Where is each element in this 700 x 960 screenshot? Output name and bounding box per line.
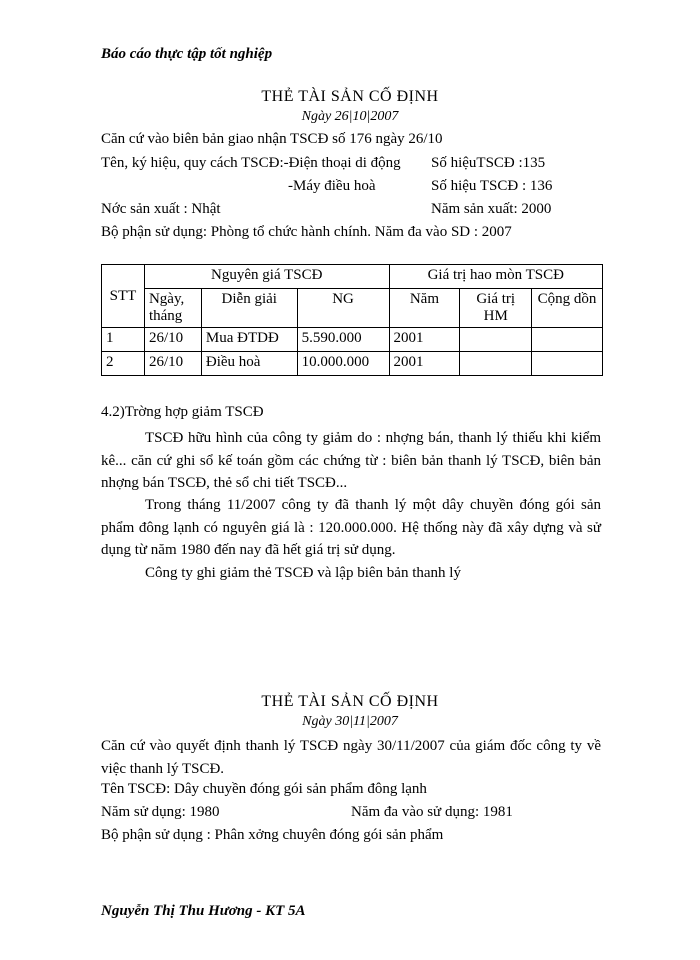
cell-date: 26/10 <box>144 352 201 376</box>
cell-stt: 2 <box>102 352 145 376</box>
cell-total <box>532 328 603 352</box>
header-hm: Giá trị HM <box>460 289 532 328</box>
card2-asset-name: Tên TSCĐ: Dây chuyền đóng gói sản phẩm đông lạnh <box>101 781 427 797</box>
card1-origin: Nớc sản xuất : Nhật <box>101 201 221 217</box>
card1-title: THẺ TÀI SẢN CỐ ĐỊNH <box>261 88 439 105</box>
section-paragraph-3: Công ty ghi giảm thẻ TSCĐ và lập biên bản thanh lý <box>145 565 461 581</box>
card2-title: THẺ TÀI SẢN CỐ ĐỊNH <box>261 693 439 710</box>
cell-desc: Điều hoà <box>201 352 297 376</box>
cell-hm <box>460 352 532 376</box>
header-date: Ngày, tháng <box>144 289 201 328</box>
card1-asset-code-2: Số hiệu TSCĐ : 136 <box>431 178 553 194</box>
header-ng: NG <box>297 289 389 328</box>
card1-department: Bộ phận sử dụng: Phòng tổ chức hành chính. Năm đa vào SD : 2007 <box>101 224 512 240</box>
cell-hm <box>460 328 532 352</box>
section-paragraph-2: Trong tháng 11/2007 công ty đã thanh lý một dây chuyền đóng gói sản phẩm đông lạnh có nguyên giá là : 120.000.000. Hệ thống này đã xây dựng và sử dụng từ năm 1980 đến nay đã hết giá trị sử dụng. <box>101 497 601 558</box>
cell-year: 2001 <box>389 352 460 376</box>
card2-date: Ngày 30|11|2007 <box>302 714 398 729</box>
header-original-cost: Nguyên giá TSCĐ <box>144 265 389 289</box>
header-stt: STT <box>102 265 145 328</box>
card1-year-made: Năm sản xuất: 2000 <box>431 201 552 217</box>
asset-table <box>101 264 603 376</box>
card2-year-start: Năm đa vào sử dụng: 1981 <box>351 804 513 820</box>
cell-stt: 1 <box>102 328 145 352</box>
section-heading: 4.2)Trờng hợp giảm TSCĐ <box>101 404 264 420</box>
page-header: Báo cáo thực tập tốt nghiệp <box>101 46 273 62</box>
cell-year: 2001 <box>389 328 460 352</box>
card1-basis: Căn cứ vào biên bản giao nhận TSCĐ số 176 ngày 26/10 <box>101 131 443 147</box>
header-year: Năm <box>389 289 460 328</box>
cell-ng: 5.590.000 <box>297 328 389 352</box>
cell-date: 26/10 <box>144 328 201 352</box>
table-row <box>102 352 603 376</box>
card1-date: Ngày 26|10|2007 <box>301 109 399 124</box>
card1-asset-name: Tên, ký hiệu, quy cách TSCĐ:-Điện thoại di động <box>101 155 401 171</box>
header-cumulative: Cộng dồn <box>532 289 603 328</box>
card2-basis: Căn cứ vào quyết định thanh lý TSCĐ ngày 30/11/2007 của giám đốc công ty về việc thanh lý TSCĐ. <box>101 738 601 777</box>
header-description: Diễn giải <box>201 289 297 328</box>
card1-asset-name-2: -Máy điều hoà <box>288 178 376 194</box>
card2-year-used: Năm sử dụng: 1980 <box>101 804 220 820</box>
cell-ng: 10.000.000 <box>297 352 389 376</box>
section-paragraph-1: TSCĐ hữu hình của công ty giảm do : nhợng bán, thanh lý thiếu khi kiểm kê... căn cứ ghi sổ kế toán gồm các chứng từ : biên bản thanh lý TSCĐ, biên bản nhợng bán TSCĐ, thẻ sổ chi tiết TSCĐ... <box>101 430 601 491</box>
page-footer: Nguyễn Thị Thu Hương - KT 5A <box>101 903 306 919</box>
table-row <box>102 328 603 352</box>
card1-asset-code-1: Số hiệuTSCĐ :135 <box>431 155 546 171</box>
cell-total <box>532 352 603 376</box>
card2-department: Bộ phận sử dụng : Phân xởng chuyên đóng gói sản phẩm <box>101 827 444 843</box>
cell-desc: Mua ĐTDĐ <box>201 328 297 352</box>
header-depreciation: Giá trị hao mòn TSCĐ <box>389 265 602 289</box>
